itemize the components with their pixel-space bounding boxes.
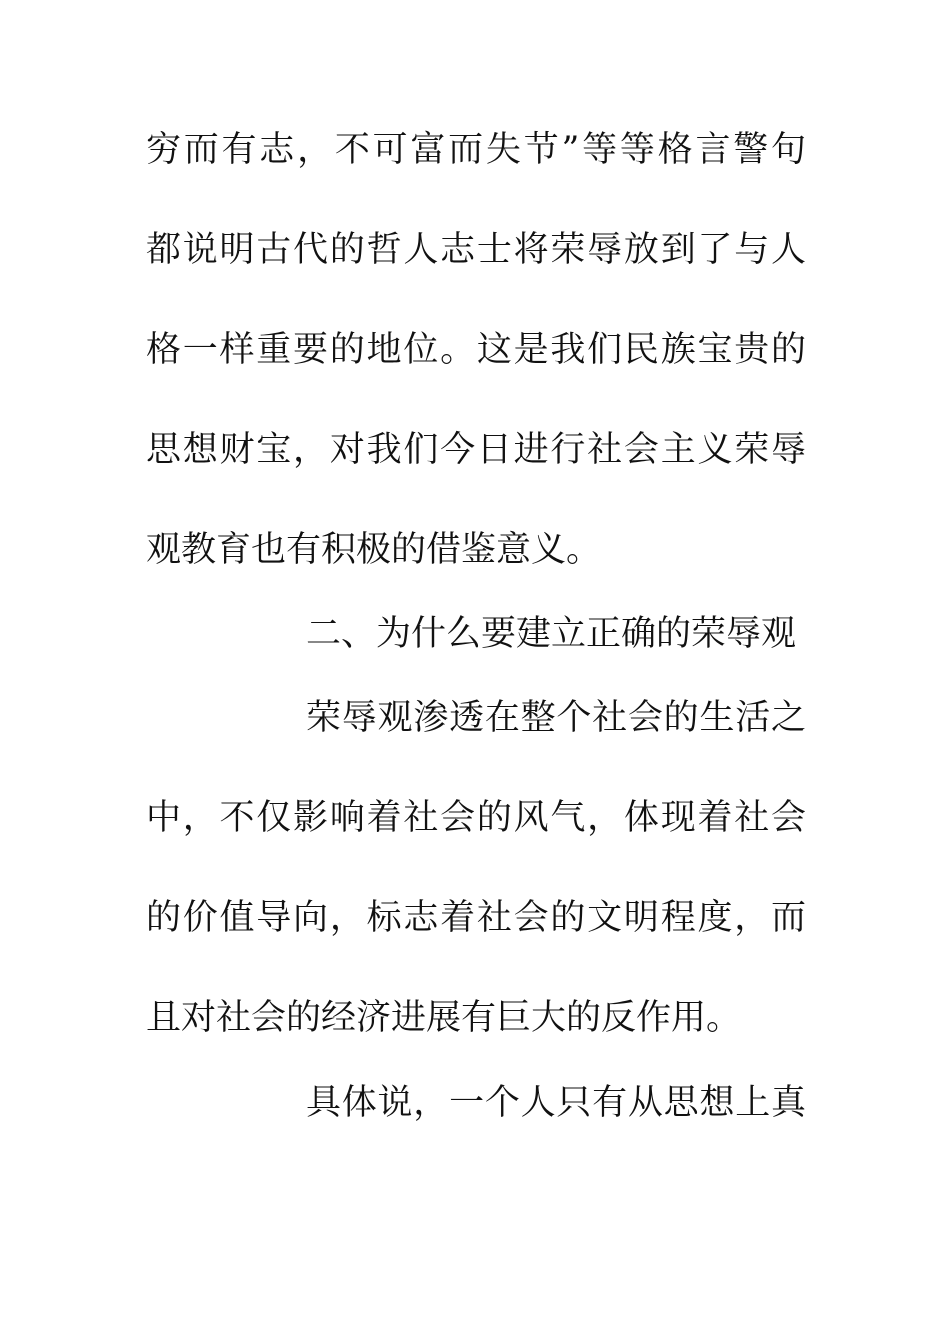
text-line-2: 都说明古代的哲人志士将荣辱放到了与人 [146,230,806,270]
text-line-5: 观教育也有积极的借鉴意义。 [146,530,602,570]
text-line-1: 穷而有志，不可富而失节”等等格言警句 [146,130,806,170]
text-line-9: 的价值导向，标志着社会的文明程度，而 [146,898,806,938]
text-line-4: 思想财宝，对我们今日进行社会主义荣辱 [146,430,806,470]
text-line-7: 荣辱观渗透在整个社会的生活之 [306,698,806,738]
text-line-3: 格一样重要的地位。这是我们民族宝贵的 [146,330,806,370]
section-heading: 二、为什么要建立正确的荣辱观 [306,614,797,654]
text-line-10: 且对社会的经济进展有巨大的反作用。 [146,998,742,1038]
text-line-11: 具体说，一个人只有从思想上真 [306,1083,806,1123]
text-line-8: 中，不仅影响着社会的风气，体现着社会 [146,798,806,838]
